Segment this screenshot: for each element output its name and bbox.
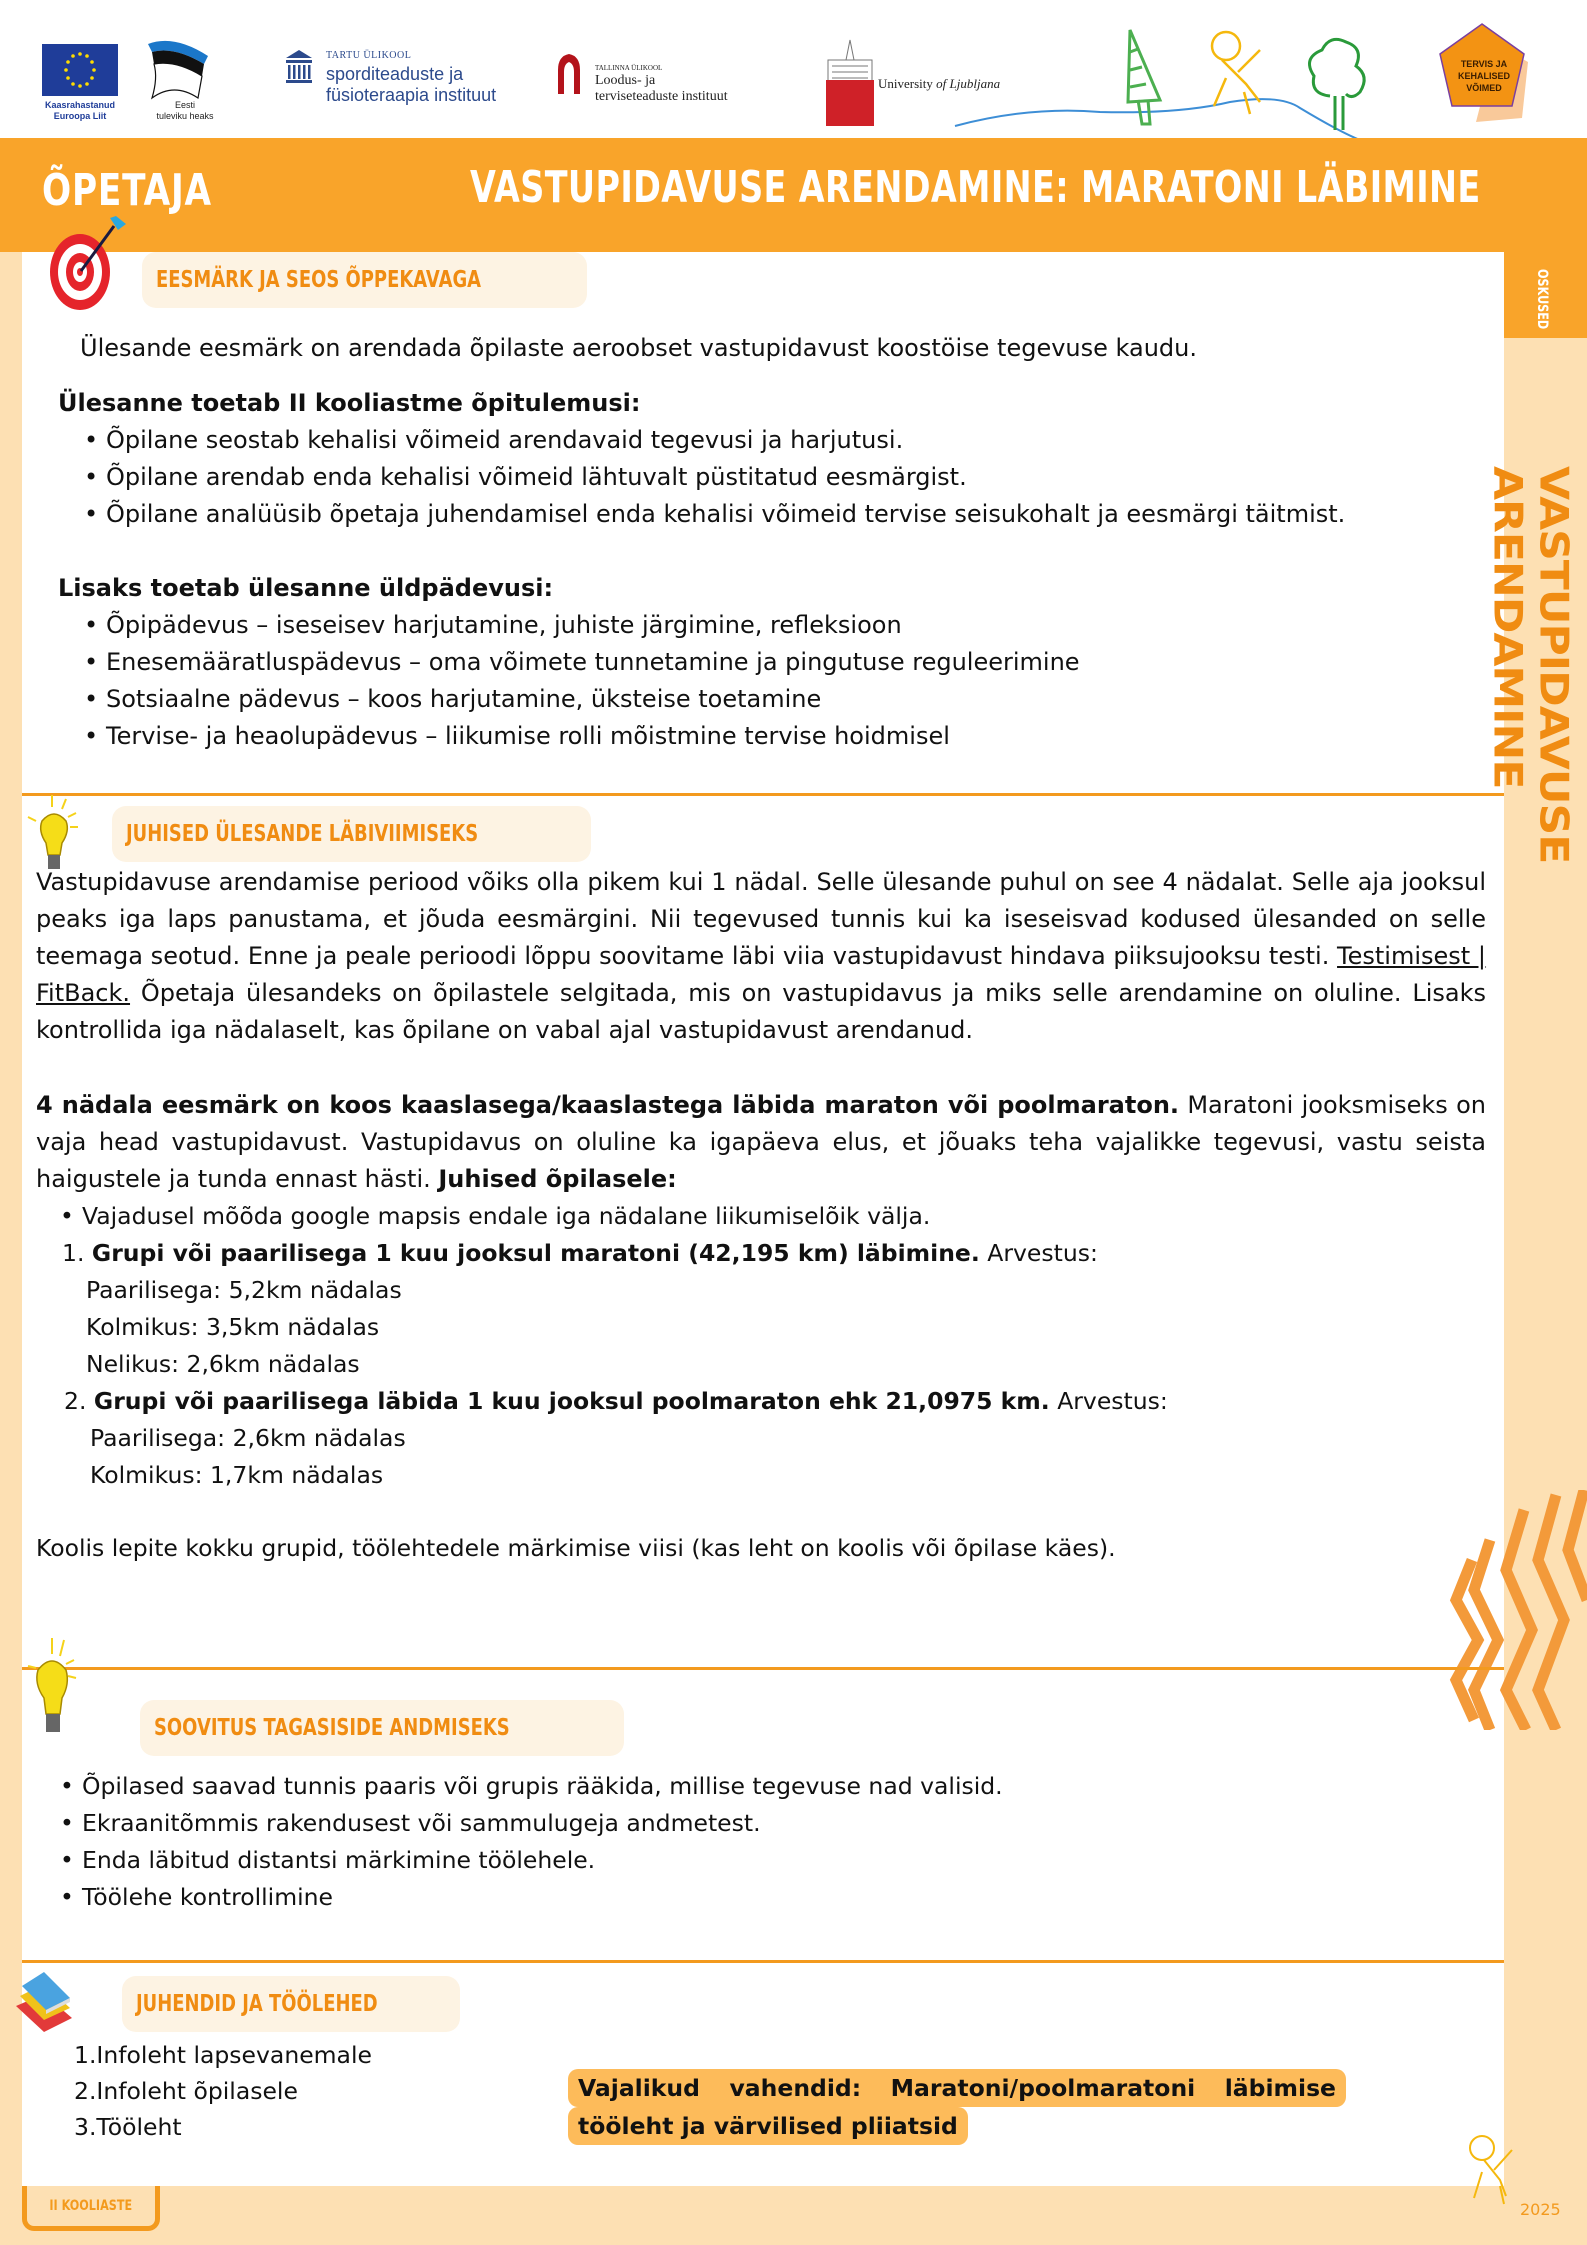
- outcomes-list: [58, 422, 1478, 533]
- option-1-rows: [36, 1272, 1486, 1383]
- tallinn-institute-name: [595, 73, 728, 105]
- required-line-2: tööleht ja värvilised pliiatsid: [568, 2107, 968, 2145]
- competence-item: • Enesemääratluspädevus – oma võimete tunnetamine ja pingutuse reguleerimine: [90, 644, 1478, 681]
- instructions-text-cont: Õpetaja ülesandeks on õpilastele selgitada, mis on vastupidavus ja miks selle arendamine on oluline. Lisaks kontrollida iga nädalaselt, kas õpilane on vabal ajal vastupidavust arendanud.: [36, 979, 1486, 1044]
- option-row: Kolmikus: 1,7km nädalas: [90, 1461, 384, 1489]
- sidebar-vertical-title: VASTUPIDAVUSE ARENDAMINE: [1484, 466, 1577, 864]
- student-instructions: [36, 1198, 1486, 1494]
- option-2-title: Grupi või paarilisega läbida 1 kuu jooksul poolmaraton ehk 21,0975 km.: [93, 1387, 1050, 1415]
- target-icon: [36, 216, 136, 316]
- section-heading-materials: [122, 1976, 460, 2032]
- lightbulb-icon: [22, 793, 92, 875]
- instructions-closing: Koolis lepite kokku grupid, töölehtedele märkimise viisi (kas leht on koolis või õpilase käes).: [36, 1534, 1116, 1562]
- option-1: [36, 1235, 1486, 1272]
- tallinn-line2: terviseteaduste instituut: [595, 89, 728, 104]
- goal-heading-text: EESMÄRK JA SEOS ÕPPEKAVAGA: [156, 267, 482, 293]
- fitback-link[interactable]: Testimisest | FitBack.: [36, 942, 1487, 1007]
- ljubljana-plain: University: [878, 76, 937, 91]
- year-label: 2025: [1520, 2200, 1561, 2219]
- instructions-paragraph-2: [36, 1087, 1486, 1198]
- instructions-bullet-list: [36, 1198, 1486, 1235]
- instructions-text: Vastupidavuse arendamise periood võiks olla pikem kui 1 nädal. Selle ülesande puhul on see 4 nädalat. Selle aja jooksul peaks iga laps panustama, et jõuda eesmärgini. Nii tegevused tunnis kui ka iseseisvad kodused ülesanded on selle teemaga seotud. Enne ja peale perioodi lõppu soovitame läbi viia vastupidavust hindava piiksujooksu testi.: [36, 868, 1486, 970]
- material-item-student-infosheet[interactable]: 2.Infoleht õpilasele: [74, 2077, 298, 2105]
- badge-line2: KEHALISED: [1457, 71, 1510, 81]
- school-level-text: II KOOLIASTE: [49, 2198, 133, 2214]
- instructions-heading-text: JUHISED ÜLESANDE LÄBIVIIMISEKS: [126, 821, 479, 847]
- outcome-item: • Õpilane seostab kehalisi võimeid arendavaid tegevusi ja harjutusi.: [90, 422, 1478, 459]
- role-title: ÕPETAJA: [42, 165, 212, 216]
- eu-caption-line2: Euroopa Liit: [53, 111, 107, 121]
- option-1-suffix: Arvestus:: [979, 1239, 1098, 1267]
- tartu-line2: füsioteraapia instituut: [326, 85, 497, 105]
- books-icon: [14, 1966, 74, 2036]
- feedback-item: • Enda läbitud distantsi märkimine töölehele.: [66, 1842, 1486, 1879]
- estonia-caption-line1: Eesti: [174, 100, 195, 110]
- feedback-block: [36, 1768, 1486, 1916]
- option-1-number: 1.: [62, 1239, 85, 1267]
- feedback-item: • Ekraanitõmmis rakendusest või sammulugeja andmetest.: [66, 1805, 1486, 1842]
- option-row: Nelikus: 2,6km nädalas: [86, 1350, 360, 1378]
- feedback-list: [36, 1768, 1486, 1916]
- required-materials: [568, 2069, 1348, 2145]
- option-2: [36, 1383, 1486, 1420]
- tartu-university-icon: [284, 48, 314, 92]
- option-2-suffix: Arvestus:: [1049, 1387, 1168, 1415]
- option-row: Kolmikus: 3,5km nädalas: [86, 1313, 380, 1341]
- child-figure-icon: [1460, 2128, 1530, 2208]
- eu-caption-line1: Kaasrahastanud: [44, 100, 116, 110]
- section-divider: [22, 1960, 1504, 1963]
- required-line-1: Vajalikud vahendid: Maratoni/poolmaratoni läbimise: [568, 2069, 1346, 2107]
- health-badge-label: [1446, 58, 1522, 94]
- tartu-small-label: TARTU ÜLIKOOL: [326, 50, 412, 61]
- outcome-item: • Õpilane arendab enda kehalisi võimeid lähtuvalt püstitatud eesmärgist.: [90, 459, 1478, 496]
- outcomes-heading: Ülesanne toetab II kooliastme õpitulemusi:: [58, 389, 641, 417]
- competence-item: • Õpipädevus – iseseisev harjutamine, juhiste järgimine, refleksioon: [90, 607, 1478, 644]
- option-2-number: 2.: [64, 1387, 87, 1415]
- estonia-flag-icon: [144, 38, 214, 102]
- footer-band: [0, 2186, 1587, 2245]
- section-heading-instructions: [112, 806, 591, 862]
- student-instructions-label: Juhised õpilasele:: [438, 1165, 677, 1193]
- material-item-parent-infosheet[interactable]: 1.Infoleht lapsevanemale: [74, 2041, 372, 2069]
- tallinn-university-icon: [556, 52, 582, 96]
- page-title: VASTUPIDAVUSE ARENDAMINE: MARATONI LÄBIMINE: [470, 162, 1481, 213]
- competences-list: [58, 607, 1478, 755]
- feedback-heading-text: SOOVITUS TAGASISIDE ANDMISEKS: [154, 1715, 510, 1741]
- outcome-item: • Õpilane analüüsib õpetaja juhendamisel enda kehalisi võimeid tervise seisukohalt ja eesmärgi täitmist.: [90, 496, 1478, 533]
- competence-item: • Sotsiaalne pädevus – koos harjutamine, üksteise toetamine: [90, 681, 1478, 718]
- outcomes-block: [58, 385, 1478, 755]
- left-margin-bar: [0, 252, 22, 2245]
- option-1-title: Grupi või paarilisega 1 kuu jooksul maratoni (42,195 km) läbimine.: [91, 1239, 980, 1267]
- materials-heading-text: JUHENDID JA TÖÖLEHED: [136, 1991, 378, 2017]
- oskused-label: OSKUSED: [1534, 269, 1550, 330]
- competences-heading: Lisaks toetab ülesanne üldpädevusi:: [58, 574, 554, 602]
- nature-illustration-icon: [950, 22, 1410, 140]
- school-level-tag: [22, 2186, 160, 2231]
- option-row: Paarilisega: 5,2km nädalas: [86, 1276, 402, 1304]
- goal-statement: 4 nädala eesmärk on koos kaaslasega/kaaslastega läbida maraton või poolmaraton.: [36, 1091, 1180, 1119]
- tallinn-small-label: TALLINNA ÜLIKOOL: [595, 64, 663, 72]
- competence-item: • Tervise- ja heaolupädevus – liikumise rolli mõistmine tervise hoidmisel: [90, 718, 1478, 755]
- badge-line1: TERVIS JA: [1460, 59, 1508, 69]
- goal-explanation: Maratoni jooksmiseks on vaja head vastupidavust. Vastupidavus on oluline ka igapäeva elus, et jõuaks teha vajalikke tegevusi, vastu seista haigustele ja tunda ennast hästi.: [36, 1091, 1486, 1193]
- tallinn-line1: Loodus- ja: [595, 73, 656, 88]
- zigzag-decoration-icon: [1444, 1490, 1587, 1730]
- option-2-rows: [36, 1420, 1486, 1494]
- option-row: Paarilisega: 2,6km nädalas: [90, 1424, 406, 1452]
- ljubljana-university-icon: [826, 34, 874, 126]
- feedback-item: • Töölehe kontrollimine: [66, 1879, 1486, 1916]
- section-divider: [22, 1667, 1504, 1670]
- lightbulb-icon: [22, 1636, 92, 1740]
- materials-list: [74, 2037, 574, 2145]
- instructions-paragraph-1: [36, 864, 1486, 1049]
- goal-intro: Ülesande eesmärk on arendada õpilaste aeroobset vastupidavust koostöise tegevuse kaudu.: [80, 334, 1197, 362]
- tartu-institute-name: [326, 64, 496, 106]
- instructions-bullet: • Vajadusel mõõda google mapsis endale iga nädalane liikumiselõik välja.: [66, 1198, 1486, 1235]
- section-divider: [22, 793, 1504, 796]
- section-heading-feedback: [140, 1700, 624, 1756]
- material-item-worksheet[interactable]: 3.Tööleht: [74, 2113, 182, 2141]
- section-heading-goal: [142, 252, 587, 308]
- estonia-caption-line2: tuleviku heaks: [156, 111, 214, 121]
- estonia-caption: [140, 100, 230, 122]
- eu-flag-icon: [42, 44, 118, 96]
- badge-line3: VÕIMED: [1466, 83, 1502, 93]
- ljubljana-italic: of Ljubljana: [936, 76, 1001, 91]
- eu-caption: [30, 100, 130, 122]
- tartu-line1: sporditeaduste ja: [326, 64, 464, 84]
- feedback-item: • Õpilased saavad tunnis paaris või grupis rääkida, millise tegevuse nad valisid.: [66, 1768, 1486, 1805]
